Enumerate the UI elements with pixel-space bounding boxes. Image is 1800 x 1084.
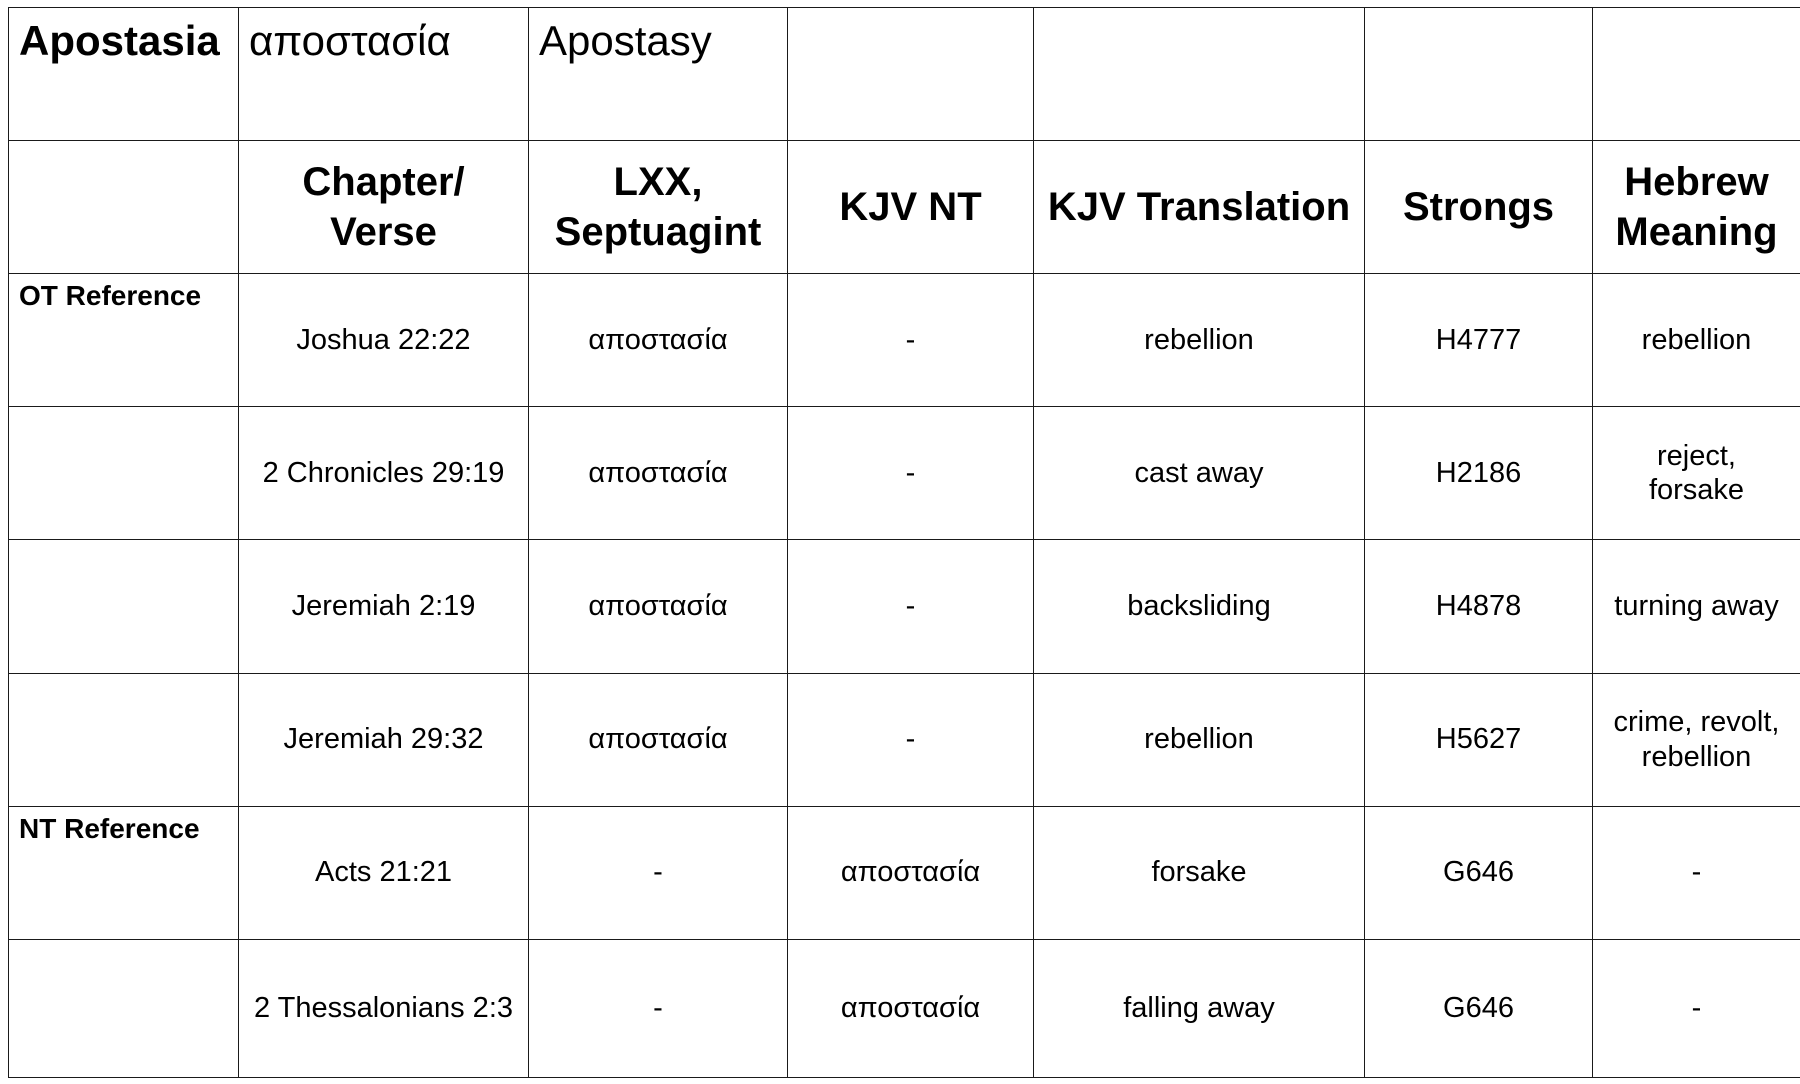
hebrew-meaning-cell: [1593, 806, 1800, 939]
kjv-nt-cell: -: [788, 274, 1034, 407]
section-label: OT Reference: [9, 274, 239, 407]
header-lxx-line2: Septuagint: [554, 210, 762, 255]
hebrew-meaning-line1: -: [1691, 991, 1702, 1024]
hebrew-meaning-cell: [1593, 540, 1800, 673]
chapter-verse-cell: 2 Chronicles 29:19: [239, 407, 529, 540]
kjv-nt-cell: αποστασία: [788, 939, 1034, 1077]
section-label: [9, 407, 239, 540]
chapter-verse-cell: 2 Thessalonians 2:3: [239, 939, 529, 1077]
hebrew-meaning-cell: [1593, 673, 1800, 806]
title-row: [9, 8, 1800, 141]
chapter-verse-cell: Joshua 22:22: [239, 274, 529, 407]
header-chapter-verse: [239, 141, 529, 274]
kjv-translation-cell: forsake: [1034, 806, 1365, 939]
kjv-nt-cell: αποστασία: [788, 806, 1034, 939]
kjv-translation-cell: rebellion: [1034, 673, 1365, 806]
table-row: [9, 540, 1800, 673]
empty-cell: [9, 141, 239, 274]
hebrew-meaning-line1: reject,: [1657, 439, 1736, 472]
chapter-verse-cell: Jeremiah 29:32: [239, 673, 529, 806]
lxx-cell: αποστασία: [529, 407, 788, 540]
lxx-cell: αποστασία: [529, 274, 788, 407]
header-hebrew-meaning: [1593, 141, 1800, 274]
title-latin: Apostasia: [9, 8, 239, 141]
table-row: [9, 274, 1800, 407]
hebrew-meaning-cell: [1593, 939, 1800, 1077]
apostasia-reference-table: [8, 7, 1800, 1078]
empty-cell: [1593, 8, 1800, 141]
table-row: [9, 673, 1800, 806]
title-greek: αποστασία: [239, 8, 529, 141]
lxx-cell: -: [529, 939, 788, 1077]
empty-cell: [1365, 8, 1593, 141]
chapter-verse-cell: Acts 21:21: [239, 806, 529, 939]
strongs-cell: G646: [1365, 806, 1593, 939]
table-row: [9, 939, 1800, 1077]
hebrew-meaning-line2: rebellion: [1641, 740, 1752, 773]
hebrew-meaning-line1: rebellion: [1641, 323, 1752, 356]
empty-cell: [1034, 8, 1365, 141]
section-label: [9, 673, 239, 806]
hebrew-meaning-line1: -: [1691, 856, 1702, 889]
kjv-translation-cell: falling away: [1034, 939, 1365, 1077]
header-hebrew-meaning-line2: Meaning: [1615, 210, 1778, 255]
hebrew-meaning-line1: crime, revolt,: [1613, 705, 1780, 738]
strongs-cell: H5627: [1365, 673, 1593, 806]
header-kjv-translation: KJV Translation: [1034, 141, 1365, 274]
header-row: [9, 141, 1800, 274]
header-strongs: Strongs: [1365, 141, 1593, 274]
header-kjv-nt: KJV NT: [788, 141, 1034, 274]
kjv-nt-cell: -: [788, 407, 1034, 540]
kjv-nt-cell: -: [788, 673, 1034, 806]
table-row: [9, 806, 1800, 939]
lxx-cell: αποστασία: [529, 540, 788, 673]
header-lxx: [529, 141, 788, 274]
kjv-translation-cell: backsliding: [1034, 540, 1365, 673]
kjv-translation-cell: cast away: [1034, 407, 1365, 540]
title-english: Apostasy: [529, 8, 788, 141]
hebrew-meaning-cell: [1593, 407, 1800, 540]
lxx-cell: αποστασία: [529, 673, 788, 806]
header-chapter-verse-line1: Chapter/: [302, 160, 465, 205]
strongs-cell: G646: [1365, 939, 1593, 1077]
header-chapter-verse-line2: Verse: [330, 210, 437, 255]
kjv-translation-cell: rebellion: [1034, 274, 1365, 407]
section-label: [9, 540, 239, 673]
strongs-cell: H4777: [1365, 274, 1593, 407]
hebrew-meaning-line2: forsake: [1648, 474, 1745, 507]
strongs-cell: H2186: [1365, 407, 1593, 540]
section-label: [9, 939, 239, 1077]
table-row: [9, 407, 1800, 540]
kjv-nt-cell: -: [788, 540, 1034, 673]
lxx-cell: -: [529, 806, 788, 939]
section-label: NT Reference: [9, 806, 239, 939]
header-hebrew-meaning-line1: Hebrew: [1624, 160, 1769, 205]
hebrew-meaning-line1: turning away: [1614, 590, 1779, 623]
header-lxx-line1: LXX,: [613, 160, 703, 205]
chapter-verse-cell: Jeremiah 2:19: [239, 540, 529, 673]
hebrew-meaning-cell: [1593, 274, 1800, 407]
strongs-cell: H4878: [1365, 540, 1593, 673]
empty-cell: [788, 8, 1034, 141]
